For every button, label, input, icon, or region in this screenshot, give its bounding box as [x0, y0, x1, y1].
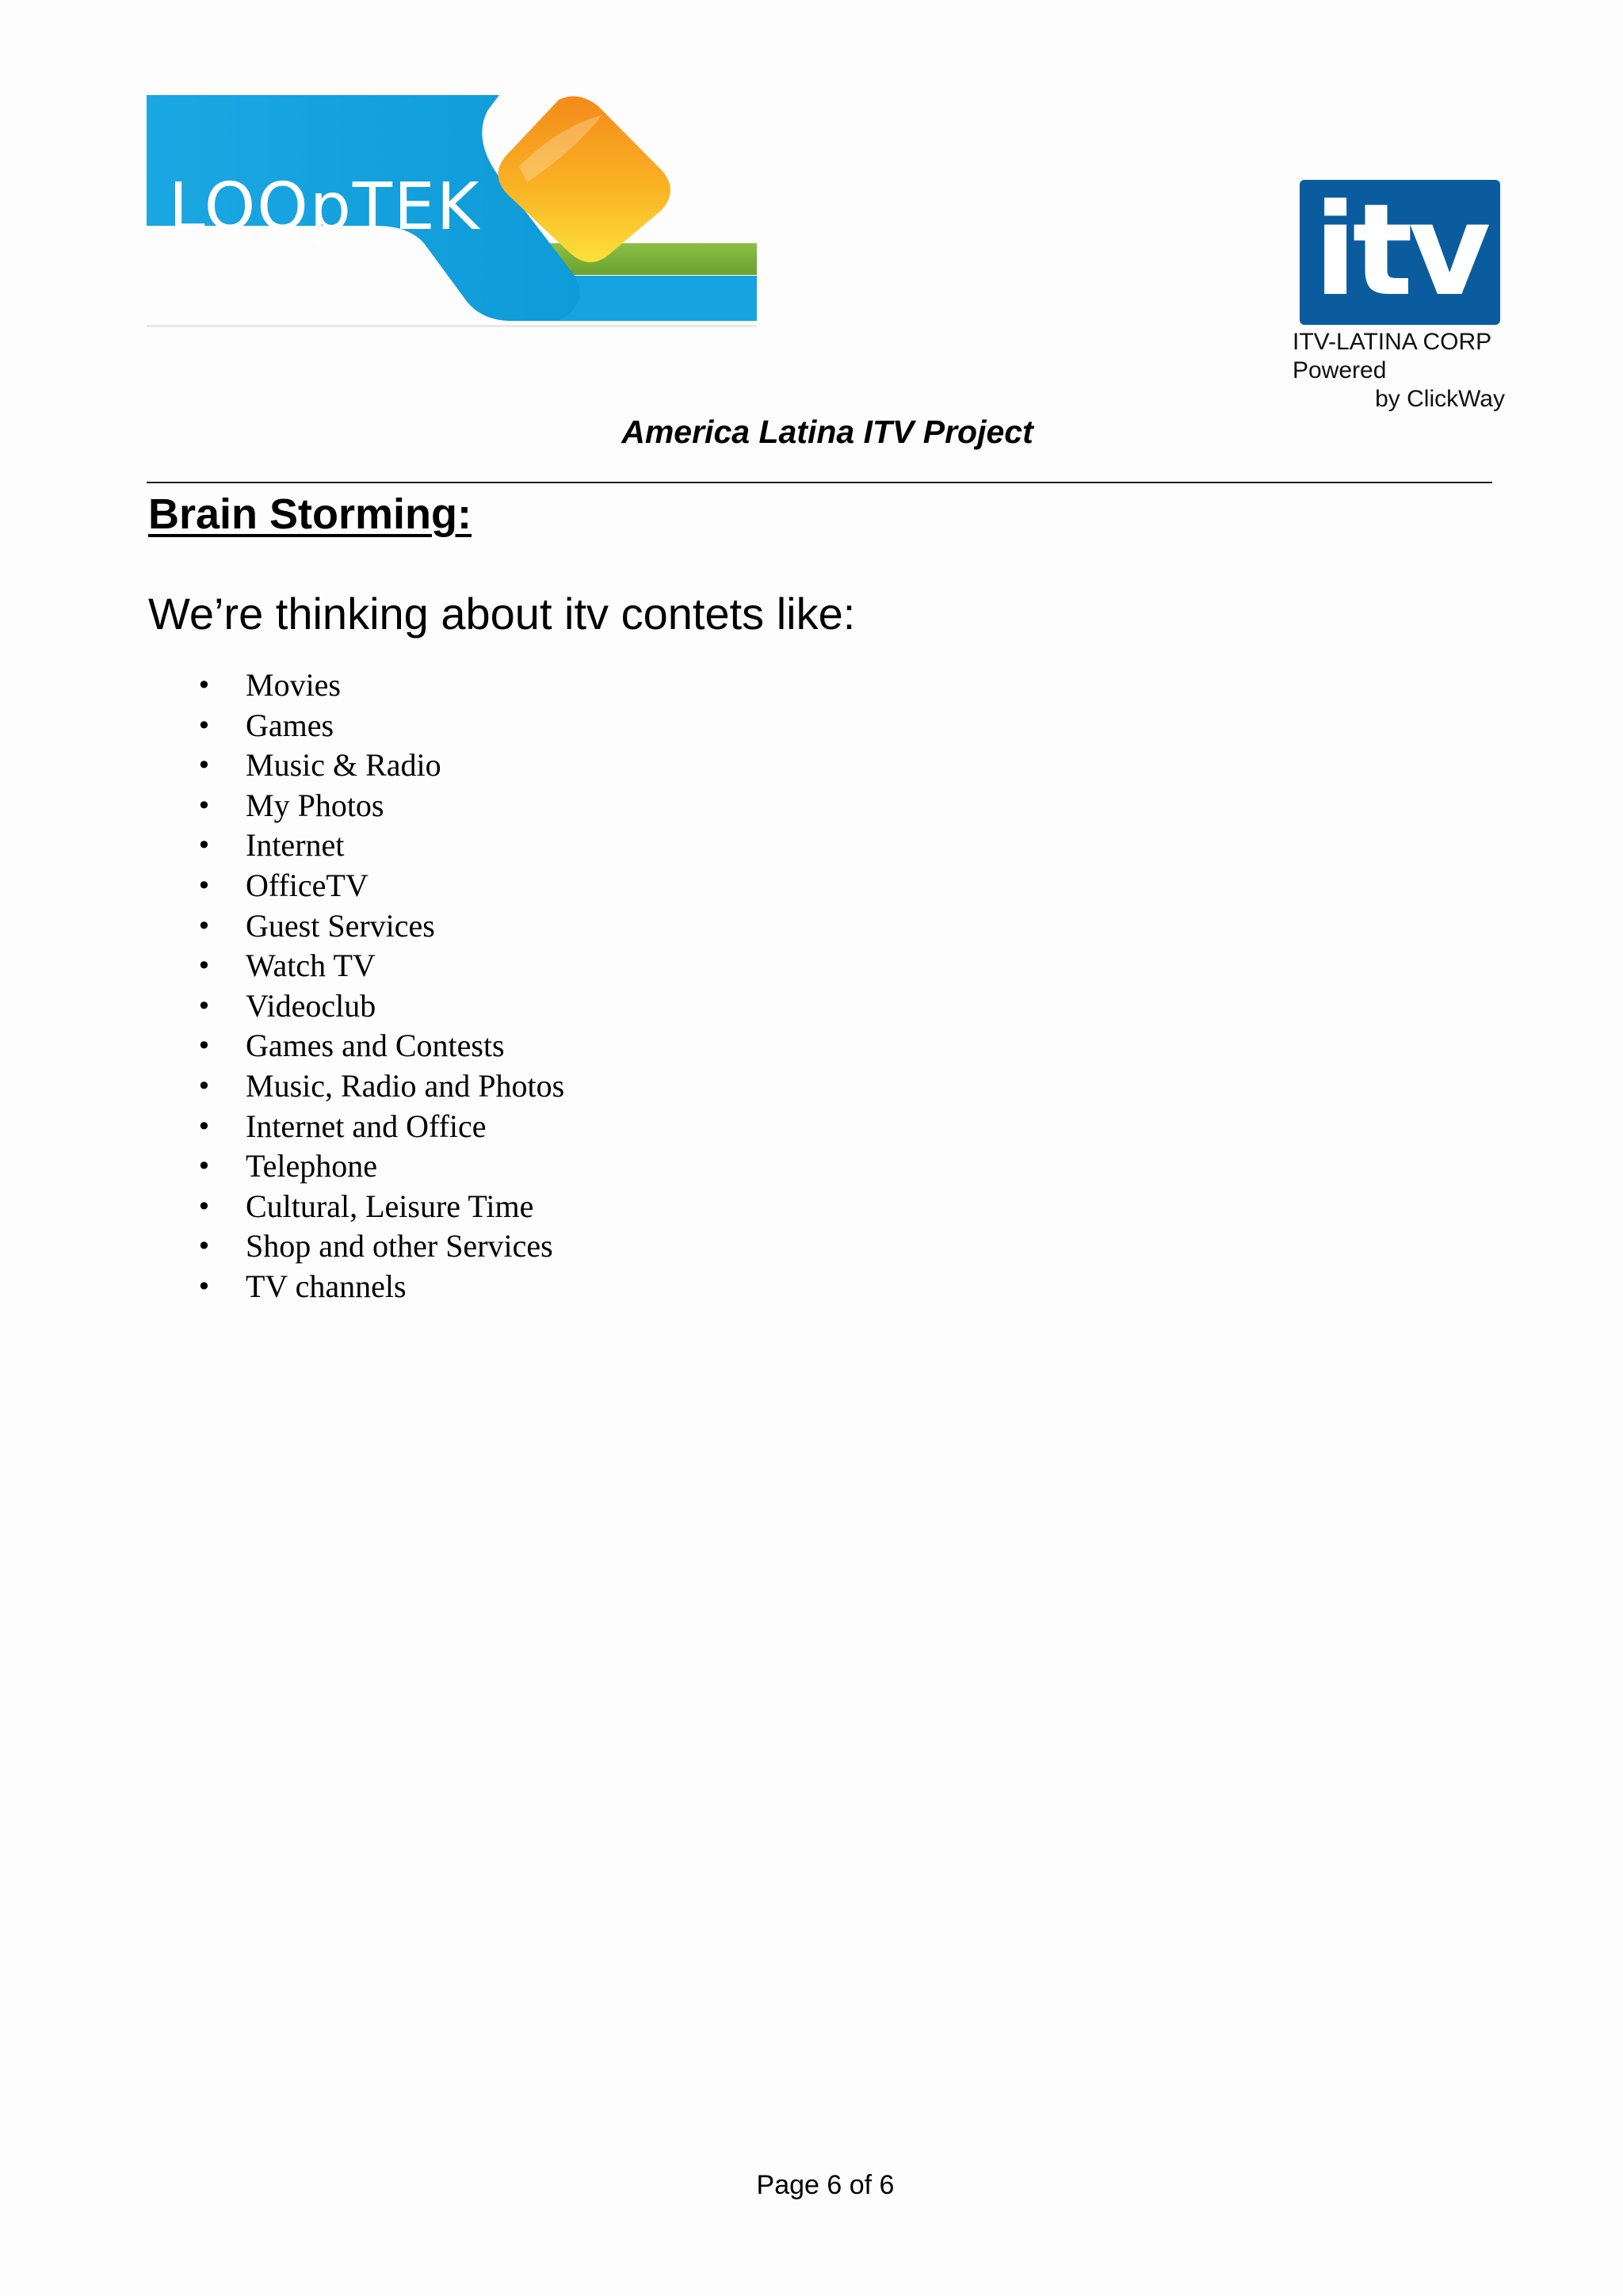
- list-item-text: Music & Radio: [246, 747, 441, 784]
- bullet-icon: •: [197, 1151, 212, 1182]
- bullet-icon: •: [197, 790, 212, 821]
- list-item-text: Watch TV: [246, 948, 376, 984]
- bullet-icon: •: [197, 990, 212, 1021]
- itv-logo-text: itv: [1313, 175, 1487, 324]
- list-item-text: Guest Services: [246, 907, 435, 944]
- header-divider: [147, 482, 1492, 483]
- bullet-icon: •: [197, 670, 212, 700]
- list-item-text: My Photos: [246, 787, 384, 823]
- list-item-text: Cultural, Leisure Time: [246, 1188, 534, 1224]
- list-item-text: Music, Radio and Photos: [246, 1067, 565, 1104]
- itv-caption-by: by ClickWay: [1375, 386, 1505, 412]
- bullet-icon: •: [197, 750, 212, 781]
- list-item-text: TV channels: [246, 1268, 407, 1304]
- itv-caption-company: ITV-LATINA CORP: [1293, 329, 1492, 355]
- bullet-icon: •: [197, 910, 212, 941]
- section-heading: Brain Storming:: [148, 490, 472, 538]
- bullet-icon: •: [197, 710, 212, 741]
- looptek-logo: [147, 95, 757, 331]
- list-item-text: Telephone: [246, 1148, 378, 1184]
- list-item-text: Movies: [246, 667, 341, 703]
- list-item-text: Videoclub: [246, 987, 376, 1024]
- list-item-text: Games and Contests: [246, 1028, 505, 1064]
- bullet-icon: •: [197, 1191, 212, 1222]
- bullet-icon: •: [197, 870, 212, 901]
- page-number: Page 6 of 6: [756, 2170, 895, 2200]
- itv-caption-powered: Powered: [1293, 357, 1387, 383]
- looptek-wordmark: LOOpTEK: [169, 170, 481, 245]
- bullet-icon: •: [197, 1271, 212, 1302]
- bullet-icon: •: [197, 830, 212, 861]
- bullet-icon: •: [197, 1111, 212, 1142]
- bullet-icon: •: [197, 1031, 212, 1062]
- project-title: America Latina ITV Project: [621, 414, 1033, 450]
- list-item-text: Games: [246, 707, 334, 743]
- list-item-text: Shop and other Services: [246, 1228, 553, 1264]
- bullet-icon: •: [197, 1070, 212, 1101]
- bullet-icon: •: [197, 1231, 212, 1262]
- itv-caption: [1293, 328, 1505, 414]
- itv-logo: [1300, 175, 1500, 325]
- list-item-text: Internet: [246, 827, 345, 864]
- list-item-text: Internet and Office: [246, 1108, 487, 1144]
- intro-text: We’re thinking about itv contets like:: [148, 589, 856, 639]
- list-item-text: OfficeTV: [246, 867, 369, 903]
- bullet-icon: •: [197, 951, 212, 982]
